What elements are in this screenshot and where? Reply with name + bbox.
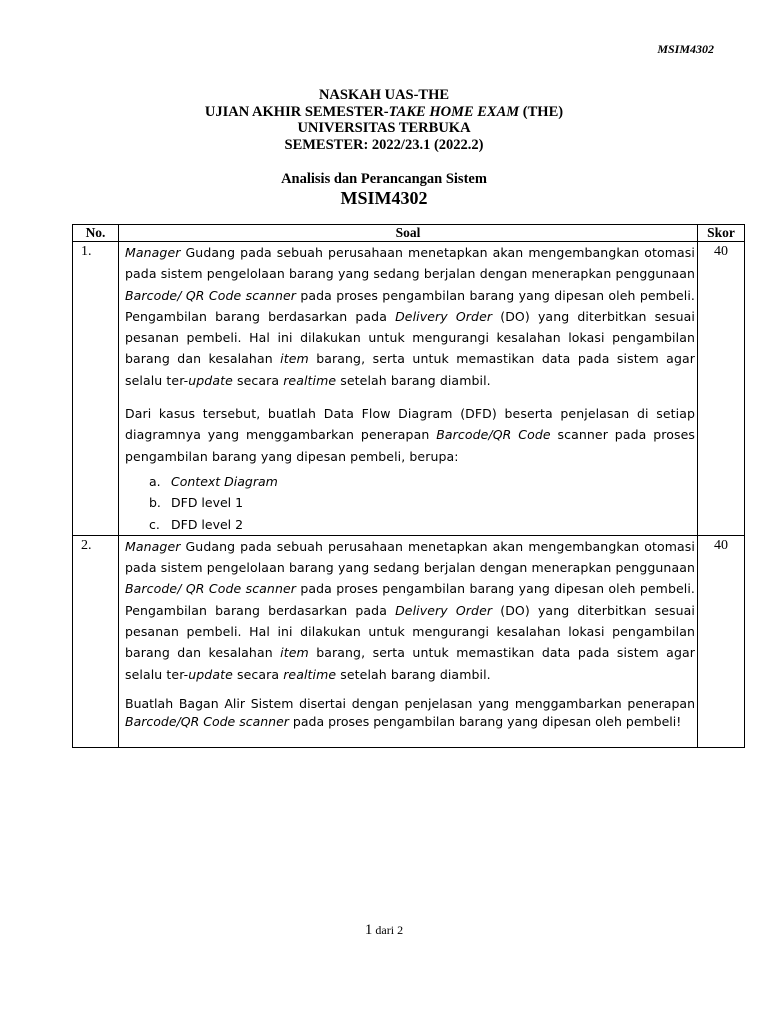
text-run: Dari kasus tersebut, buatlah Data Flow Diagram (DFD) beserta penjelasan di setiap diagramnya yang menggambarkan penerapan — [125, 406, 695, 443]
list-item — [125, 514, 695, 535]
text-run: setelah barang diambil. — [336, 372, 491, 388]
header-line-2-c: (THE) — [519, 103, 564, 120]
italic-text: item — [280, 645, 309, 661]
text-run: barang, serta untuk memastikan data pada sistem agar selalu ter- — [125, 351, 695, 388]
question-number: 2. — [73, 535, 119, 747]
text-run: Buatlah Bagan Alir Sistem disertai dengan penjelasan yang menggambarkan penerapan — [125, 695, 695, 711]
italic-text: Delivery Order — [395, 308, 493, 324]
text-run: pada proses pengambilan barang yang dipesan oleh pembeli. Pengambilan barang berdasarkan pada — [125, 581, 696, 618]
page-number: 1 — [364, 922, 373, 938]
italic-text: Manager — [125, 245, 181, 260]
question-table — [72, 224, 745, 748]
page-total: dari 2 — [372, 923, 404, 937]
italic-text: Barcode/ QR Code scanner — [125, 287, 297, 303]
list-marker: b. — [149, 495, 161, 511]
text-run: pada proses pengambilan barang yang dipesan oleh pembeli! — [288, 713, 682, 729]
subject-title: Analisis dan Perancangan Sistem — [281, 171, 487, 187]
table-header-row — [73, 225, 745, 242]
header-line-2-a: UJIAN AKHIR SEMESTER- — [204, 103, 389, 120]
text-run: Gudang pada sebuah perusahaan menetapkan akan mengembangkan otomasi pada sistem pengelolaan barang yang sedang berjalan dengan menerapkan penggunaan — [125, 538, 695, 576]
question-text — [119, 242, 698, 536]
text-run: pada proses pengambilan barang yang dipesan oleh pembeli. Pengambilan barang berdasarkan pada — [125, 287, 696, 324]
question-2-paragraph-3 — [125, 715, 695, 729]
italic-text: update — [188, 666, 233, 682]
list-item — [125, 471, 695, 492]
header-soal: Soal — [119, 225, 698, 242]
list-text: DFD level 2 — [171, 516, 244, 532]
list-text: Context Diagram — [171, 473, 278, 489]
italic-text: update — [188, 372, 233, 388]
question-number: 1. — [73, 242, 119, 536]
header-no: No. — [73, 225, 119, 242]
italic-text: Barcode/QR Code scanner — [125, 713, 289, 729]
question-2-paragraph-2 — [125, 697, 695, 711]
text-run: barang, serta untuk memastikan data pada sistem agar selalu ter- — [125, 645, 695, 682]
text-run: Gudang pada sebuah perusahaan menetapkan akan mengembangkan otomasi pada sistem pengelolaan barang yang sedang berjalan dengan menerapkan penggunaan — [125, 245, 695, 282]
table-row — [73, 535, 745, 747]
text-run: secara — [232, 372, 284, 388]
list-marker: a. — [149, 473, 161, 489]
header-line-4: SEMESTER: 2022/23.1 (2022.2) — [284, 136, 484, 153]
text-run: secara — [232, 666, 284, 682]
italic-text: Barcode/QR Code — [436, 427, 551, 443]
question-1-paragraph-2 — [125, 403, 695, 467]
exam-header — [0, 87, 768, 153]
header-line-2-b: TAKE HOME EXAM — [388, 103, 520, 120]
subject-code: MSIM4302 — [340, 188, 428, 208]
header-line-2 — [0, 104, 768, 121]
text-run: scanner pada proses pengambilan barang yang dipesan pembeli, berupa: — [125, 427, 695, 464]
italic-text: realtime — [283, 666, 337, 682]
italic-text: Barcode/ QR Code scanner — [125, 581, 297, 597]
question-score: 40 — [698, 535, 745, 747]
list-marker: c. — [149, 516, 160, 532]
question-1-list — [125, 471, 695, 535]
list-text: DFD level 1 — [171, 495, 244, 511]
text-run: setelah barang diambil. — [336, 666, 491, 682]
page-footer — [0, 922, 768, 939]
italic-text: realtime — [283, 372, 337, 388]
question-text — [119, 535, 698, 747]
text-run: (DO) yang diterbitkan sesuai pesanan pembeli. Hal ini dilakukan untuk mengurangi kesalahan lokasi pengambilan barang dan kesalahan — [125, 308, 695, 367]
text-run: (DO) yang diterbitkan sesuai pesanan pembeli. Hal ini dilakukan untuk mengurangi kesalahan lokasi pengambilan barang dan kesalahan — [125, 602, 695, 661]
question-1-paragraph-1 — [125, 242, 695, 391]
italic-text: Delivery Order — [395, 602, 493, 618]
header-line-3: UNIVERSITAS TERBUKA — [297, 120, 471, 136]
question-score: 40 — [698, 242, 745, 536]
list-item — [125, 492, 695, 513]
course-code-top: MSIM4302 — [657, 42, 714, 56]
table-row — [73, 242, 745, 536]
header-line-1: NASKAH UAS-THE — [318, 87, 450, 103]
italic-text: Manager — [125, 538, 181, 554]
italic-text: item — [280, 351, 309, 367]
question-2-paragraph-1 — [125, 536, 695, 685]
header-skor: Skor — [698, 225, 745, 242]
